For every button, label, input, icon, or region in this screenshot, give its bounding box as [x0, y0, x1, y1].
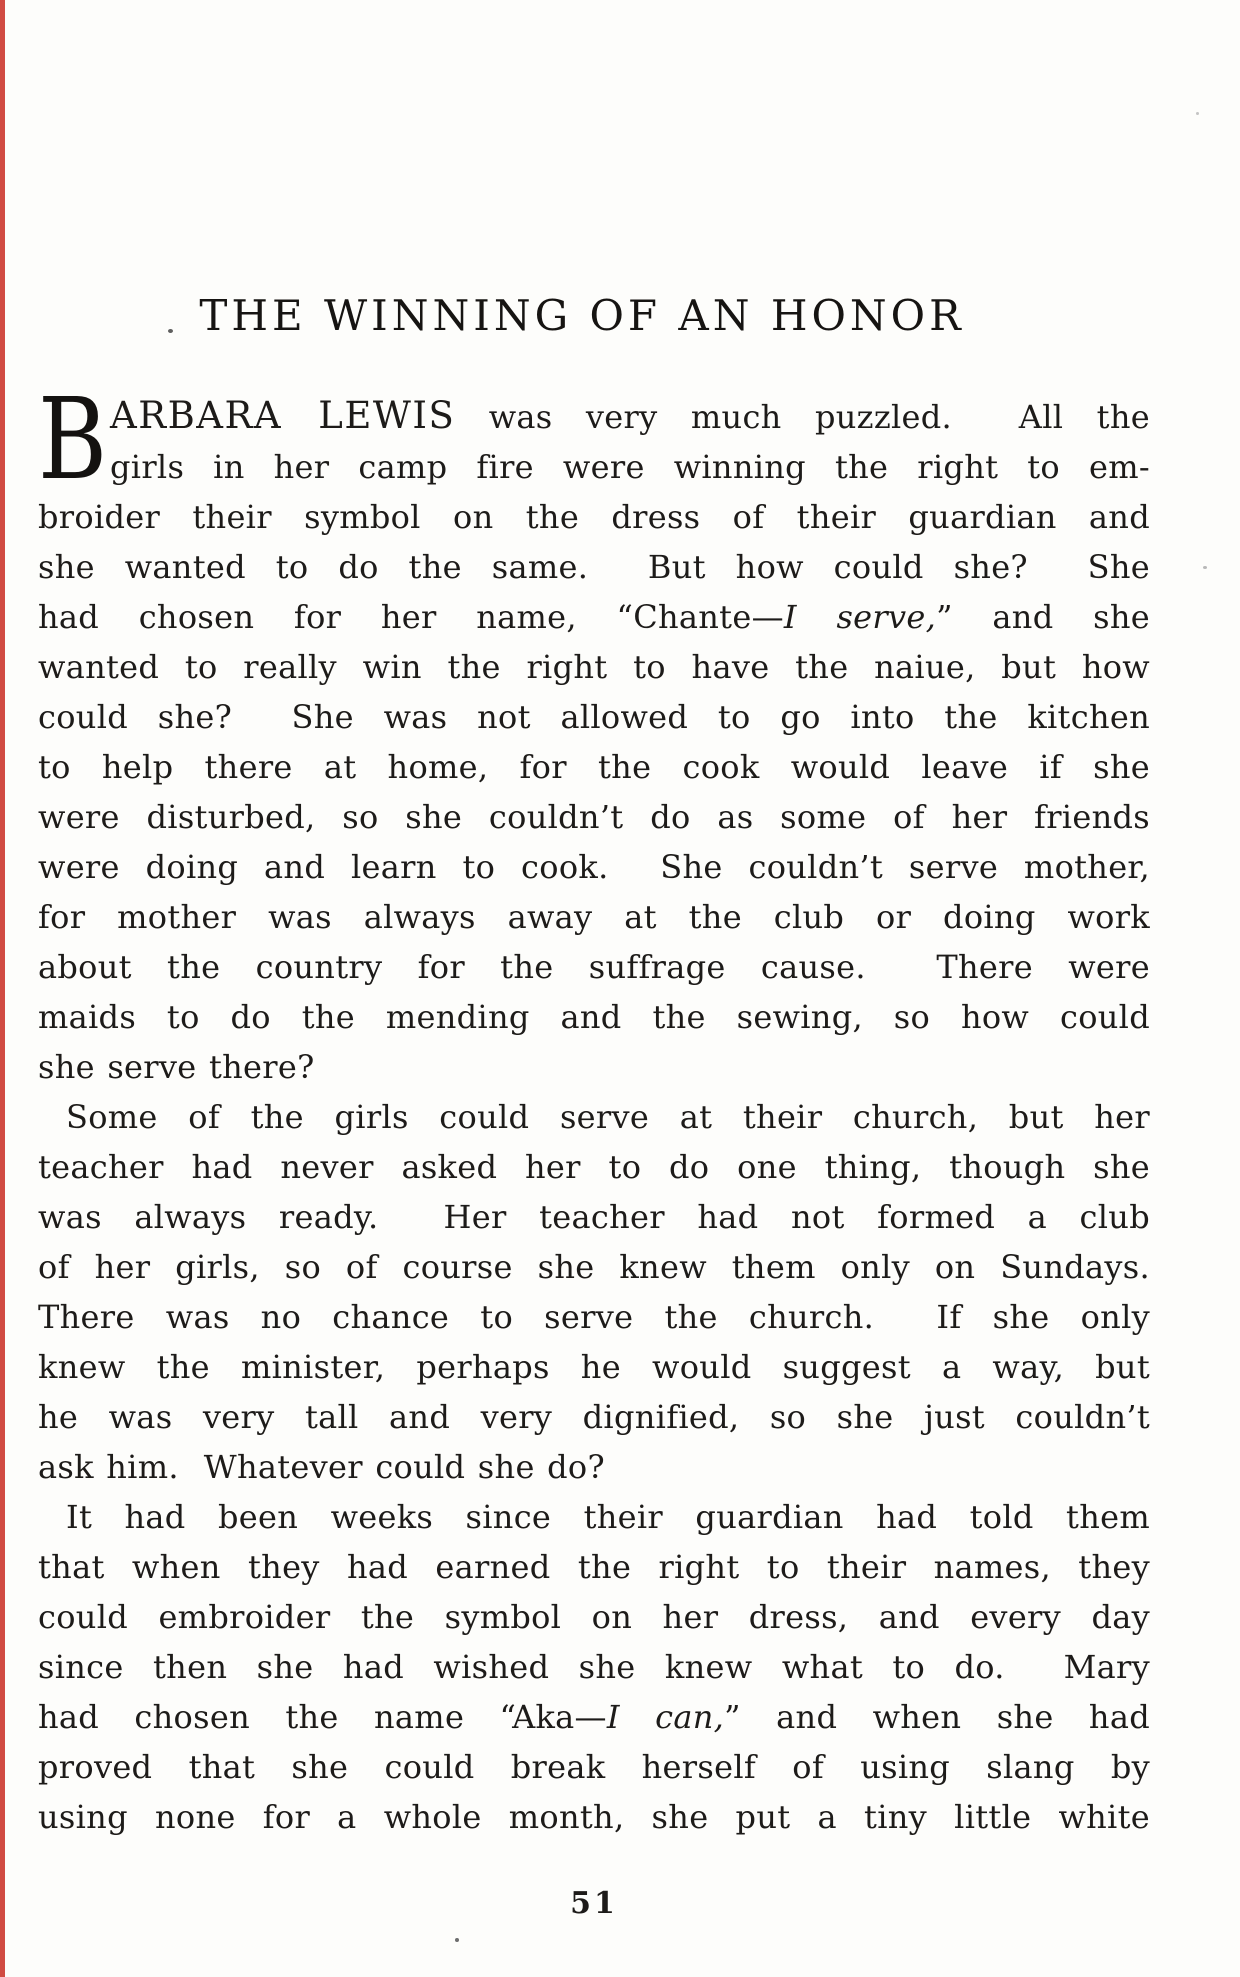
- drop-cap-letter: B: [38, 375, 108, 505]
- text-line: broider their symbol on the dress of their guardian and: [38, 498, 1150, 536]
- text-line: It had been weeks since their guardian had told them: [66, 1498, 1150, 1536]
- opening-caps: ARBARA LEWIS: [110, 394, 456, 437]
- text-line: ask him. Whatever could she do?: [38, 1448, 605, 1486]
- scan-speck: [1196, 112, 1199, 115]
- text-line: using none for a whole month, she put a tiny little white: [38, 1798, 1150, 1836]
- paragraph-1: [38, 375, 1150, 1092]
- text-line: wanted to really win the right to have the naiue, but how: [38, 648, 1150, 686]
- text-segment: ” and when she had: [724, 1698, 1150, 1736]
- text-line: that when they had earned the right to their names, they: [38, 1548, 1150, 1586]
- text-line: [38, 592, 1150, 642]
- italic-phrase: I can,: [606, 1698, 725, 1736]
- text-line: could embroider the symbol on her dress, and every day: [38, 1598, 1150, 1636]
- text-line: she wanted to do the same. But how could she? She: [38, 548, 1150, 586]
- text-line: girls in her camp fire were winning the right to em-: [110, 448, 1150, 486]
- text-line: he was very tall and very dignified, so she just couldn’t: [38, 1398, 1150, 1436]
- text-line: proved that she could break herself of using slang by: [38, 1748, 1150, 1786]
- text-segment: had chosen for her name, “Chante—: [38, 598, 784, 636]
- body-text: [38, 375, 1150, 1842]
- text-line: [38, 391, 1150, 442]
- page-number: 51: [570, 1886, 618, 1921]
- paragraph-3: [38, 1492, 1150, 1842]
- text-line: maids to do the mending and the sewing, so how could: [38, 998, 1150, 1036]
- text-line: to help there at home, for the cook would leave if she: [38, 748, 1150, 786]
- text-line: teacher had never asked her to do one thing, though she: [38, 1148, 1150, 1186]
- scan-speck: [455, 1938, 459, 1942]
- text-line: for mother was always away at the club or doing work: [38, 898, 1150, 936]
- page-edge-stripe: [0, 0, 5, 1977]
- text-segment: ” and she: [936, 598, 1150, 636]
- text-line: about the country for the suffrage cause. There were: [38, 948, 1150, 986]
- text-line: could she? She was not allowed to go into the kitchen: [38, 698, 1150, 736]
- text-segment: had chosen the name “Aka—: [38, 1698, 607, 1736]
- text-line: There was no chance to serve the church. If she only: [38, 1298, 1150, 1336]
- text-line: was always ready. Her teacher had not formed a club: [38, 1198, 1150, 1236]
- text-line: knew the minister, perhaps he would suggest a way, but: [38, 1348, 1150, 1386]
- text-line: she serve there?: [38, 1048, 315, 1086]
- italic-phrase: I serve,: [783, 598, 937, 636]
- scan-speck: [1203, 566, 1207, 569]
- paragraph-2: [38, 1092, 1150, 1492]
- text-line: [38, 1692, 1150, 1742]
- text-line: were doing and learn to cook. She couldn’t serve mother,: [38, 848, 1150, 886]
- text-segment: was very much puzzled. All the: [455, 398, 1150, 436]
- text-line: were disturbed, so she couldn’t do as some of her friends: [38, 798, 1150, 836]
- text-line: Some of the girls could serve at their church, but her: [66, 1098, 1150, 1136]
- text-line: since then she had wished she knew what to do. Mary: [38, 1648, 1150, 1686]
- text-line: of her girls, so of course she knew them only on Sundays.: [38, 1248, 1150, 1286]
- chapter-title: THE WINNING OF AN HONOR: [199, 291, 965, 340]
